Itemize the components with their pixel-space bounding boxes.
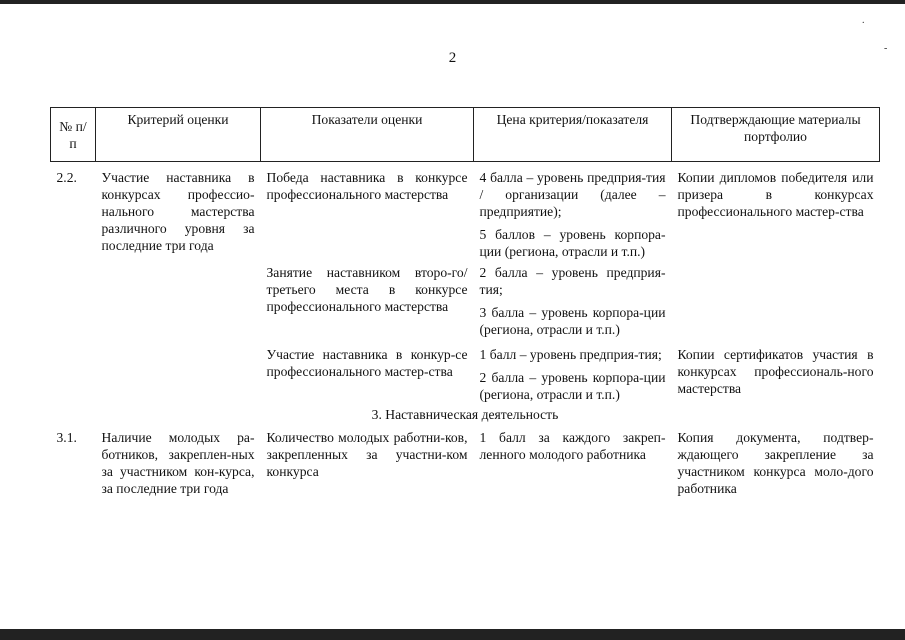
section-heading-row (51, 403, 880, 429)
header-materials: Подтверждающие материалы портфолио (672, 108, 880, 162)
price-cell: 1 балл за каждого закреп-ленного молодого работника (479, 430, 666, 462)
criterion-cell: Участие наставника в конкурсах профессио-нального мастерства различного уровня за последние три года (101, 170, 255, 253)
indicator-cell: Занятие наставником второ-го/третьего места в конкурсе профессионального мастерства (266, 265, 468, 314)
materials-cell (672, 260, 880, 338)
header-number: № п/п (51, 108, 96, 162)
price-paragraph: 4 балла – уровень предприя-тия / организации (далее – предприятие); (479, 170, 666, 219)
materials-cell: Копии дипломов победителя или призера в конкурсах профессионального мастер-ства (677, 170, 874, 219)
header-indicators: Показатели оценки (261, 108, 474, 162)
scan-edge-top (0, 0, 905, 4)
row-number: 3.1. (56, 430, 77, 445)
indicator-cell: Количество молодых работни-ков, закрепленных за участни-ком конкурса (266, 430, 468, 479)
materials-cell: Копия документа, подтвер-ждающего закрепление за участником конкурса моло-дого работника (677, 430, 874, 496)
criteria-table (50, 107, 880, 497)
indicator-cell: Участие наставника в конкур-се профессионального мастер-ства (266, 347, 468, 379)
price-paragraph: 3 балла – уровень корпора-ции (региона, отрасли и т.п.) (479, 305, 666, 337)
table-row (51, 429, 880, 497)
header-price: Цена критерия/показателя (474, 108, 672, 162)
price-paragraph: 5 баллов – уровень корпора-ции (региона, отрасли и т.п.) (479, 227, 666, 259)
price-paragraph: 2 балла – уровень корпора-ции (региона, отрасли и т.п.) (479, 370, 666, 402)
scan-speck: . (862, 15, 865, 26)
page-number: 2 (448, 50, 457, 66)
header-criterion: Критерий оценки (96, 108, 261, 162)
row-number: 2.2. (56, 170, 77, 185)
scan-edge-bottom (0, 629, 905, 640)
price-cell (474, 338, 672, 403)
price-cell (474, 260, 672, 338)
table-header-row (51, 108, 880, 162)
section-title: 3. Наставническая деятельность (371, 407, 559, 422)
price-cell (474, 162, 672, 261)
table-row (51, 162, 880, 261)
price-paragraph: 2 балла – уровень предприя-тия; (479, 265, 666, 297)
materials-cell: Копии сертификатов участия в конкурсах профессиональ-ного мастерства (677, 347, 874, 396)
scan-speck: - (884, 43, 888, 54)
criterion-cell: Наличие молодых ра-ботников, закреплен-ных за участником кон-курса, за последние три года (101, 430, 255, 496)
price-paragraph: 1 балл – уровень предприя-тия; (479, 347, 662, 362)
indicator-cell: Победа наставника в конкурсе профессионального мастерства (266, 170, 468, 202)
